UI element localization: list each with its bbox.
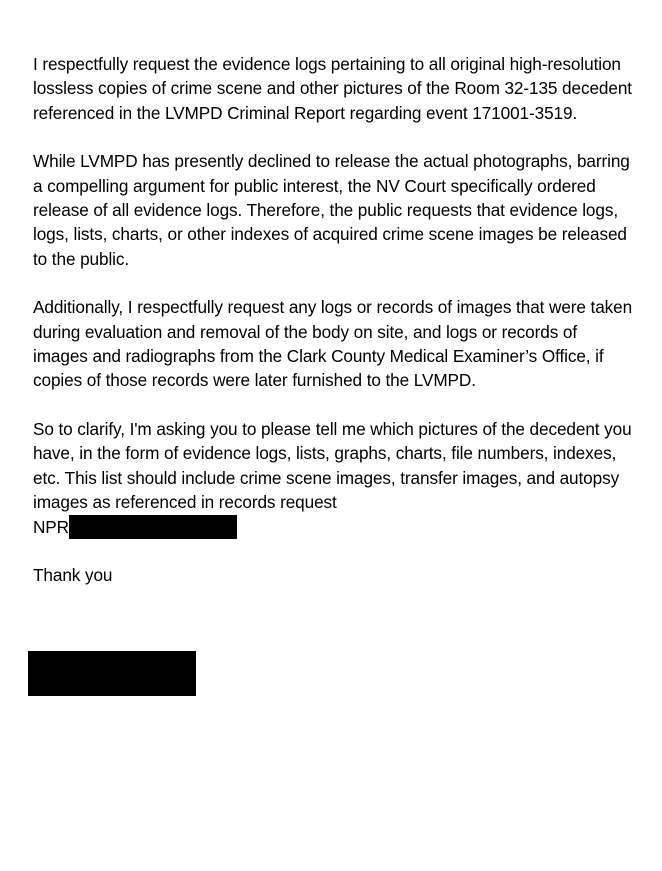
paragraph-additional-request: Additionally, I respectfully request any logs or records of images that were taken during evaluation and removal of the body on site, and logs or records of images and radiographs from the Clark County Medical Examiner’s Office, if copies of those records were later furnished to the LVMPD. bbox=[33, 297, 633, 391]
paragraph-clarification bbox=[33, 417, 633, 539]
letter-body bbox=[33, 52, 633, 587]
redacted-signature bbox=[28, 651, 196, 696]
npr-prefix: NPR bbox=[33, 516, 69, 537]
redacted-request-number bbox=[69, 515, 237, 539]
paragraph-court-order: While LVMPD has presently declined to release the actual photographs, barring a compelling argument for public interest, the NV Court specifically ordered release of all evidence logs. Therefore, the public requests that evidence logs, logs, lists, charts, or other indexes of acquired crime scene images be released to the public. bbox=[33, 151, 630, 269]
closing-text: Thank you bbox=[33, 564, 113, 585]
paragraph-evidence-request: I respectfully request the evidence logs pertaining to all original high-resolution lossless copies of crime scene and other pictures of the Room 32-135 decedent referenced in the LVMPD Criminal Report regarding event 171001-3519. bbox=[33, 54, 632, 123]
clarification-text: So to clarify, I'm asking you to please tell me which pictures of the decedent you have, in the form of evidence logs, lists, graphs, charts, file numbers, indexes, etc. This list should include crime scene images, transfer images, and autopsy images as referenced in records request bbox=[33, 418, 632, 513]
